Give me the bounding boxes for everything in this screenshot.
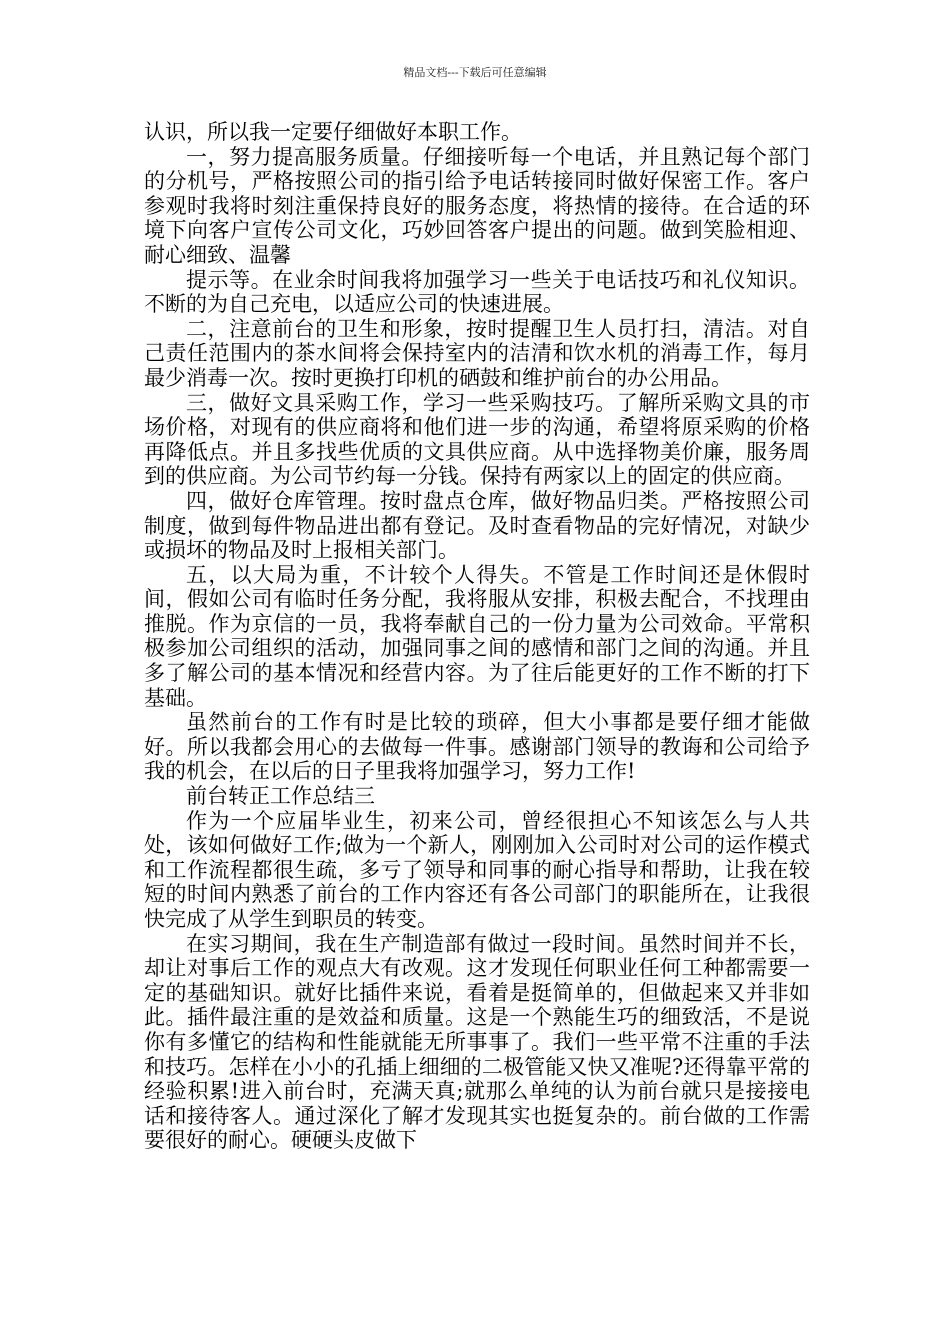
paragraph: 一，努力提高服务质量。仔细接听每一个电话，并且熟记每个部门的分机号，严格按照公司的指引给予电话转接同时做好保密工作。客户参观时我将时刻注重保持良好的服务态度，将热情的接待。在合适的环境下向客户宣传公司文化，巧妙回答客户提出的问题。做到笑脸相迎、耐心细致、温馨	[144, 144, 810, 267]
paragraph: 在实习期间，我在生产制造部有做过一段时间。虽然时间并不长，却让对事后工作的观点大有改观。这才发现任何职业任何工种都需要一定的基础知识。就好比插件来说，看着是挺简单的，但做起来又并非如此。插件最注重的是效益和质量。这是一个熟能生巧的细致活，不是说你有多懂它的结构和性能就能无所事事了。我们一些平常不注重的手法和技巧。怎样在小小的孔插上细细的二极管能又快又准呢?还得靠平常的经验积累!进入前台时，充满天真;就那么单纯的认为前台就只是接接电话和接待客人。通过深化了解才发现其实也挺复杂的。前台做的工作需要很好的耐心。硬硬头皮做下	[144, 931, 810, 1153]
paragraph: 提示等。在业余时间我将加强学习一些关于电话技巧和礼仪知识。不断的为自己充电，以适应公司的快速进展。	[144, 267, 810, 317]
paragraph: 四，做好仓库管理。按时盘点仓库，做好物品归类。严格按照公司制度，做到每件物品进出都有登记。及时查看物品的完好情况，对缺少或损坏的物品及时上报相关部门。	[144, 488, 810, 563]
paragraph: 三，做好文具采购工作，学习一些采购技巧。了解所采购文具的市场价格，对现有的供应商将和他们进一步的沟通，希望将原采购的价格再降低点。并且多找些优质的文具供应商。从中选择物美价廉，服务周到的供应商。为公司节约每一分钱。保持有两家以上的固定的供应商。	[144, 390, 810, 489]
document-body	[144, 120, 810, 1153]
paragraph: 虽然前台的工作有时是比较的琐碎，但大小事都是要仔细才能做好。所以我都会用心的去做每一件事。感谢部门领导的教诲和公司给予我的机会，在以后的日子里我将加强学习，努力工作!	[144, 710, 810, 784]
paragraph: 二，注意前台的卫生和形象，按时提醒卫生人员打扫，清洁。对自己责任范围内的茶水间将会保持室内的洁清和饮水机的消毒工作，每月最少消毒一次。按时更换打印机的硒鼓和维护前台的办公用品。	[144, 316, 810, 390]
page-header: 精品文档---下载后可任意编辑	[403, 66, 547, 79]
section-heading: 前台转正工作总结三	[186, 784, 375, 809]
paragraph: 认识，所以我一定要仔细做好本职工作。	[144, 120, 522, 144]
paragraph: 五，以大局为重，不计较个人得失。不管是工作时间还是休假时间，假如公司有临时任务分配，我将服从安排，积极去配合，不找理由推脱。作为京信的一员，我将奉献自己的一份力量为公司效命。平常积极参加公司组织的活动，加强同事之间的感情和部门之间的沟通。并且多了解公司的基本情况和经营内容。为了往后能更好的工作不断的打下基础。	[144, 562, 810, 710]
paragraph: 作为一个应届毕业生，初来公司，曾经很担心不知该怎么与人共处，该如何做好工作;做为一个新人，刚刚加入公司时对公司的运作模式和工作流程都很生疏，多亏了领导和同事的耐心指导和帮助，让我在较短的时间内熟悉了前台的工作内容还有各公司部门的职能所在，让我很快完成了从学生到职员的转变。	[144, 808, 810, 931]
